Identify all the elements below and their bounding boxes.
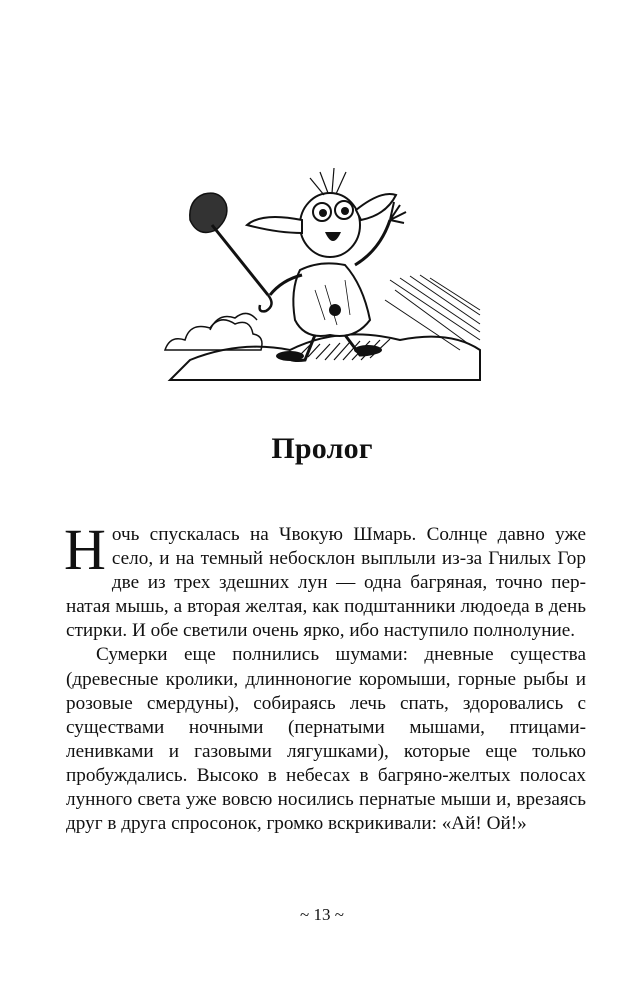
chapter-body-text xyxy=(64,517,586,836)
goblin-illustration-svg xyxy=(150,150,490,390)
chapter-title: Пролог xyxy=(271,432,373,465)
paragraph-2: Сумерки еще полнились шумами: дневные существа (древесные кролики, длинноногие коромыши, горные рыбы и розовые смердуны), собираясь лечь спать, здоровались с существами ночными (пернатыми мышами, птицами-ленивками и газовыми лягушками), которые еще только пробуждались. Высоко в небесах в багряно-желтых полосах лунного света уже вовсю носились пернатые мыши и, врезаясь друг в друга спросонок, громко вскрикивали: «Ай! Ой!» xyxy=(66,644,586,835)
page-number: ~ 13 ~ xyxy=(300,905,344,924)
paragraph-1-text: очь спускалась на Чвокую Шмарь. Солнце давно уже село, и на темный небосклон выплыли из-за Гнилых Гор две из трех здешних лун — одна багряная, точно пернатая мышь, а вторая желтая, как подштанники людоеда в день стирки. И обе светили очень ярко, ибо наступило полнолуние. xyxy=(66,524,586,642)
paragraph-1 xyxy=(64,517,586,643)
drop-cap: Н xyxy=(64,517,106,582)
goblin-with-ladle-illustration xyxy=(150,150,490,390)
